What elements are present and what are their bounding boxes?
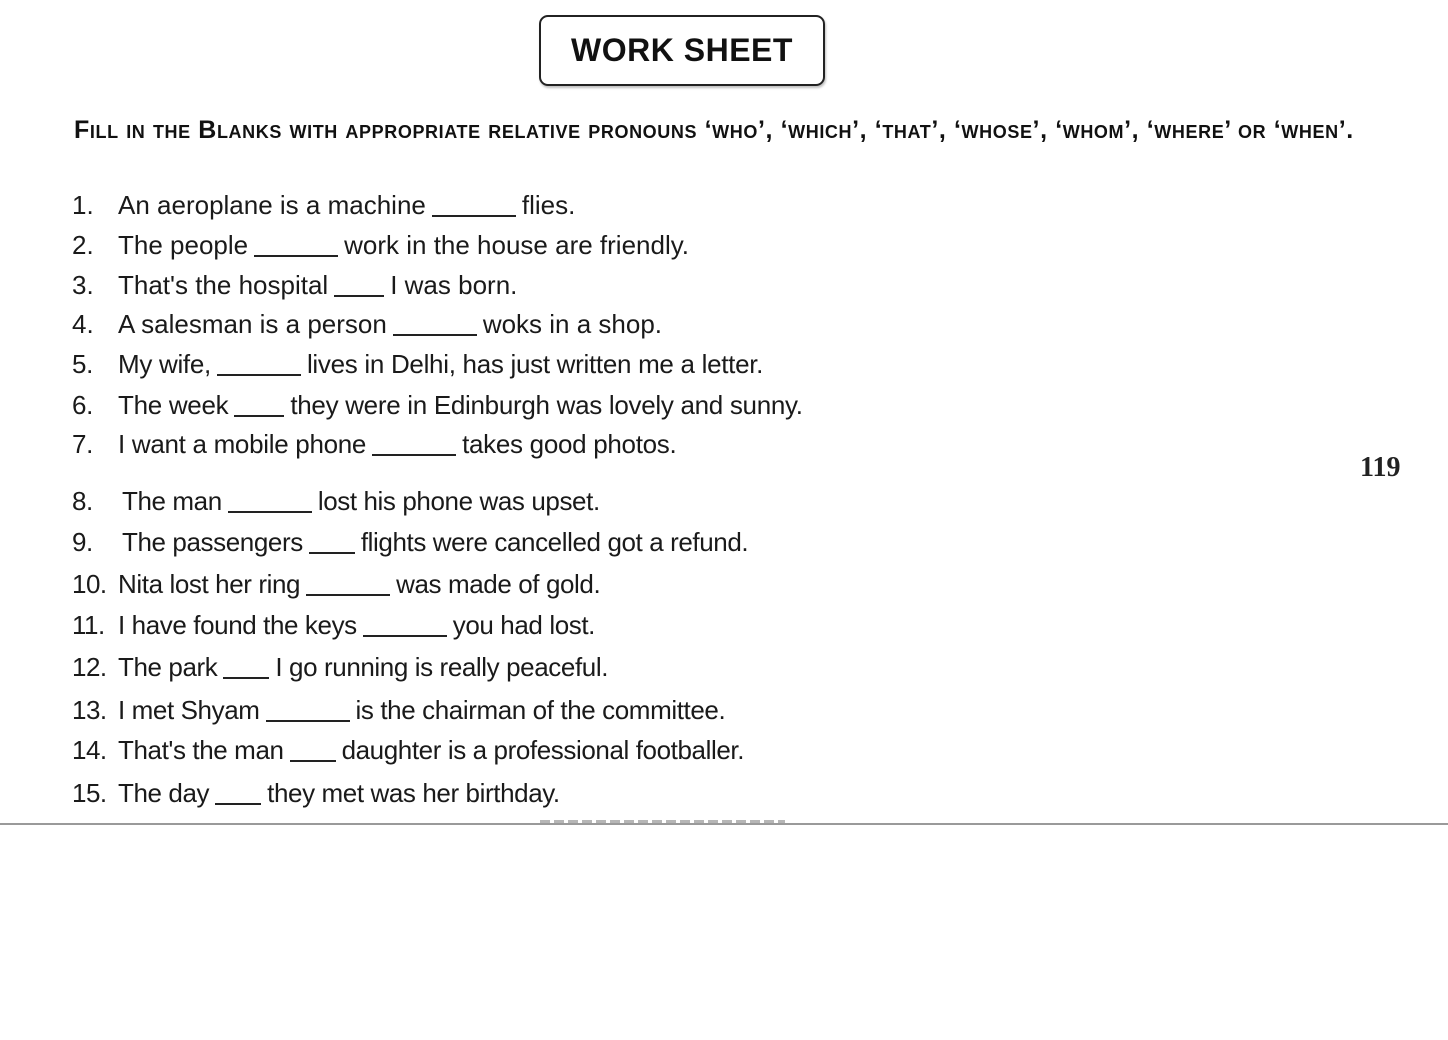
question-number: 12.	[72, 652, 107, 682]
question-number: 8.	[72, 486, 93, 516]
question-text-before: The passengers	[122, 527, 303, 557]
question-text-before: I have found the keys	[118, 610, 357, 640]
question-text-before: My wife,	[118, 349, 211, 379]
answer-blank[interactable]	[372, 454, 456, 456]
answer-blank[interactable]	[234, 415, 284, 417]
answer-blank[interactable]	[334, 295, 384, 297]
question-text-after: they met was her birthday.	[267, 778, 560, 808]
question-text-before: The park	[118, 652, 218, 682]
question-text-after: is the chairman of the committee.	[355, 695, 726, 725]
question-text-after: they were in Edinburgh was lovely and sunny.	[290, 390, 803, 420]
answer-blank[interactable]	[306, 594, 390, 596]
question-9	[72, 527, 748, 558]
answer-blank[interactable]	[266, 720, 350, 722]
question-text-before: The week	[118, 390, 229, 420]
page-divider	[0, 823, 1448, 825]
question-text-after: was made of gold.	[396, 569, 601, 599]
question-12	[72, 652, 608, 683]
question-text-before: A salesman is a person	[118, 309, 387, 339]
question-text-before: The people	[118, 230, 249, 260]
answer-blank[interactable]	[223, 677, 269, 679]
question-text-after: lost his phone was upset.	[317, 486, 600, 516]
question-text-before: I want a mobile phone	[118, 429, 367, 459]
question-number: 14.	[72, 735, 107, 765]
question-number: 9.	[72, 527, 93, 557]
question-number: 5.	[72, 349, 94, 379]
answer-blank[interactable]	[363, 635, 447, 637]
answer-blank[interactable]	[432, 215, 516, 217]
question-text-after: daughter is a professional footballer.	[341, 735, 745, 765]
question-10	[72, 569, 600, 600]
answer-blank[interactable]	[290, 760, 336, 762]
instruction-text: Fill in the Blanks with appropriate relative pronouns ‘who’, ‘which’, ‘that’, ‘whose’, ‘whom’, ‘where’ or ‘when’.	[74, 116, 1354, 144]
question-text-after: lives in Delhi, has just written me a letter.	[306, 349, 764, 379]
question-text-after: I was born.	[390, 270, 518, 300]
question-text-before: Nita lost her ring	[118, 569, 301, 599]
question-text-after: I go running is really peaceful.	[275, 652, 609, 682]
question-number: 7.	[72, 429, 94, 459]
question-text-before: The day	[118, 778, 210, 808]
question-number: 1.	[72, 190, 94, 220]
question-number: 13.	[72, 695, 107, 725]
question-text-before: An aeroplane is a machine	[118, 190, 426, 220]
question-text-after: takes good photos.	[462, 429, 677, 459]
question-number: 11.	[72, 610, 105, 640]
question-number: 10.	[72, 569, 107, 599]
question-13	[72, 695, 725, 726]
answer-blank[interactable]	[217, 374, 301, 376]
question-1	[72, 190, 575, 221]
page-break	[0, 461, 1448, 477]
question-7	[72, 429, 676, 460]
question-text-after: you had lost.	[452, 610, 595, 640]
question-5	[72, 349, 763, 380]
page-number: 119	[1360, 452, 1401, 483]
question-number: 4.	[72, 309, 94, 339]
question-14	[72, 735, 744, 766]
question-number: 6.	[72, 390, 94, 420]
worksheet-title-box	[539, 15, 825, 86]
question-number: 3.	[72, 270, 94, 300]
answer-blank[interactable]	[215, 803, 261, 805]
question-6	[72, 390, 803, 421]
question-text-before: I met Shyam	[118, 695, 260, 725]
question-15	[72, 778, 560, 809]
answer-blank[interactable]	[228, 511, 312, 513]
worksheet-title: WORK SHEET	[571, 32, 793, 68]
question-number: 2.	[72, 230, 94, 260]
question-3	[72, 270, 517, 301]
question-text-before: That's the man	[118, 735, 284, 765]
question-text-before: That's the hospital	[118, 270, 329, 300]
answer-blank[interactable]	[309, 552, 355, 554]
question-text-after: woks in a shop.	[482, 309, 663, 339]
answer-blank[interactable]	[393, 334, 477, 336]
question-2	[72, 230, 689, 261]
question-text-after: work in the house are friendly.	[344, 230, 690, 260]
question-8	[72, 486, 600, 517]
question-11	[72, 610, 595, 641]
question-text-after: flights were cancelled got a refund.	[360, 527, 749, 557]
question-text-before: The man	[122, 486, 222, 516]
answer-blank[interactable]	[254, 255, 338, 257]
question-4	[72, 309, 662, 340]
question-number: 15.	[72, 778, 107, 808]
question-text-after: flies.	[521, 190, 576, 220]
